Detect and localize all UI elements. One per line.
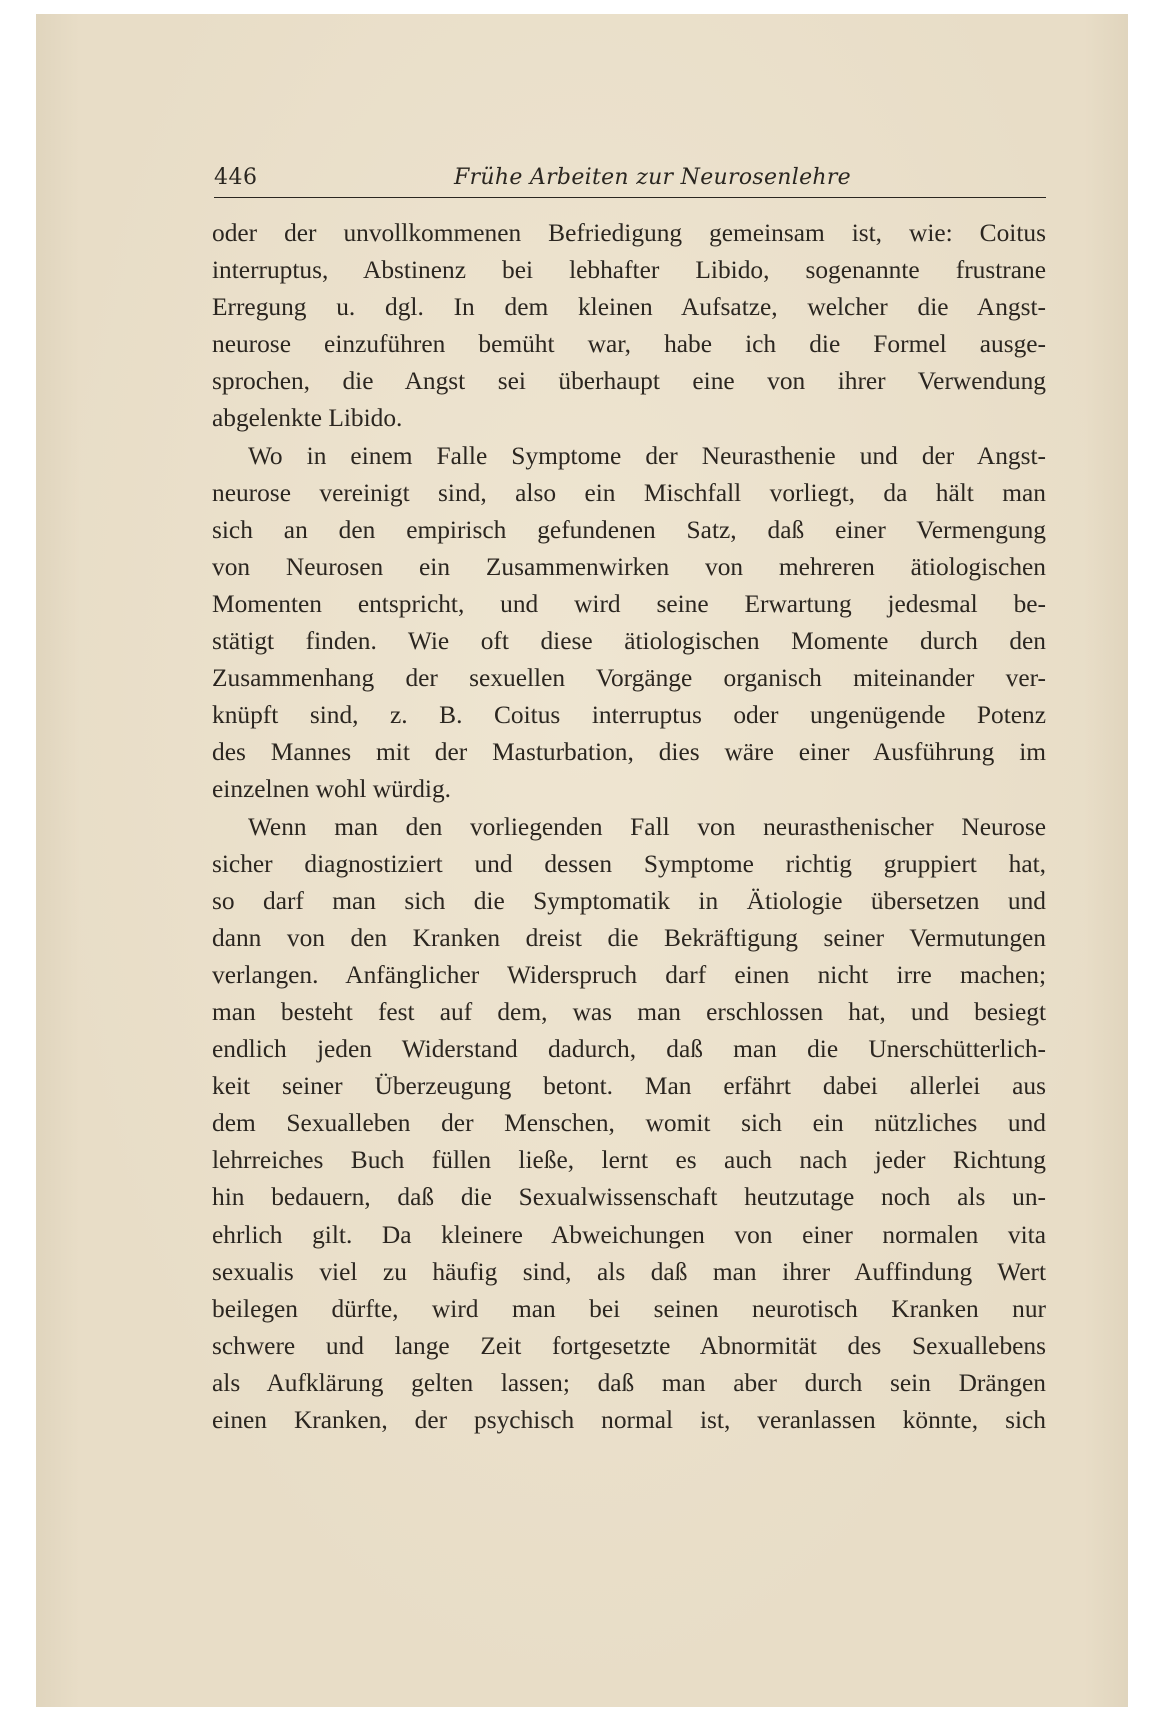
text-line: abgelenkte Libido. — [212, 404, 403, 433]
text-line: stätigt finden. Wie oft diese ätiologischen Momente durch den — [212, 627, 1046, 656]
body-text — [212, 215, 1046, 1439]
text-line: beilegen dürfte, wird man bei seinen neurotisch Kranken nur — [212, 1294, 1046, 1323]
text-line: sexualis viel zu häufig sind, als daß man ihrer Auffindung Wert — [212, 1257, 1046, 1286]
text-line: knüpft sind, z. B. Coitus interruptus oder ungenügende Potenz — [212, 701, 1046, 730]
text-line: des Mannes mit der Masturbation, dies wäre einer Ausführung im — [212, 738, 1046, 767]
text-line: Zusammenhang der sexuellen Vorgänge organisch miteinander ver- — [212, 664, 1046, 693]
text-line: sich an den empirisch gefundenen Satz, daß einer Vermengung — [212, 515, 1046, 544]
text-line: so darf man sich die Symptomatik in Ätiologie übersetzen und — [212, 886, 1046, 915]
text-line: ehrlich gilt. Da kleinere Abweichungen von einer normalen vita — [212, 1220, 1046, 1249]
text-line: hin bedauern, daß die Sexualwissenschaft heutzutage noch als un- — [212, 1183, 1046, 1212]
paragraph-2 — [212, 438, 1046, 809]
text-line: einen Kranken, der psychisch normal ist, veranlassen könnte, sich — [212, 1406, 1046, 1434]
text-line: oder der unvollkommenen Befriedigung gemeinsam ist, wie: Coitus — [212, 219, 1046, 247]
running-title: Frühe Arbeiten zur Neurosenlehre — [454, 165, 852, 190]
text-line: Wo in einem Falle Symptome der Neurasthenie und der Angst- — [248, 441, 1046, 470]
running-header — [214, 165, 1046, 198]
text-line: sprochen, die Angst sei überhaupt eine von ihrer Verwendung — [212, 367, 1046, 396]
text-line: Momenten entspricht, und wird seine Erwartung jedesmal be- — [212, 589, 1046, 618]
text-line: sicher diagnostiziert und dessen Symptome richtig gruppiert hat, — [212, 849, 1046, 878]
text-line: Erregung u. dgl. In dem kleinen Aufsatze, welcher die Angst- — [212, 293, 1046, 322]
page-number: 446 — [214, 165, 258, 190]
text-line: man besteht fest auf dem, was man erschlossen hat, und besiegt — [212, 997, 1046, 1026]
text-line: als Aufklärung gelten lassen; daß man aber durch sein Drängen — [212, 1368, 1046, 1397]
text-line: endlich jeden Widerstand dadurch, daß man die Unerschütterlich- — [212, 1035, 1046, 1064]
text-line: interruptus, Abstinenz bei lebhafter Libido, sogenannte frustrane — [212, 256, 1046, 285]
text-line: verlangen. Anfänglicher Widerspruch darf einen nicht irre machen; — [212, 960, 1046, 989]
text-line: Wenn man den vorliegenden Fall von neurasthenischer Neurose — [248, 812, 1046, 841]
paragraph-3 — [212, 809, 1046, 1440]
paragraph-1 — [212, 215, 1046, 438]
text-line: neurose einzuführen bemüht war, habe ich die Formel ausge- — [212, 330, 1046, 359]
text-line: von Neurosen ein Zusammenwirken von mehreren ätiologischen — [212, 552, 1046, 581]
text-line: keit seiner Überzeugung betont. Man erfährt dabei allerlei aus — [212, 1072, 1046, 1101]
text-line: neurose vereinigt sind, also ein Mischfall vorliegt, da hält man — [212, 478, 1046, 507]
text-line: dann von den Kranken dreist die Bekräftigung seiner Vermutungen — [212, 923, 1046, 952]
text-line: schwere und lange Zeit fortgesetzte Abnormität des Sexuallebens — [212, 1331, 1046, 1360]
text-line: lehrreiches Buch füllen ließe, lernt es auch nach jeder Richtung — [212, 1146, 1046, 1175]
text-line: dem Sexualleben der Menschen, womit sich ein nützliches und — [212, 1109, 1046, 1138]
text-line: einzelnen wohl würdig. — [212, 775, 452, 804]
